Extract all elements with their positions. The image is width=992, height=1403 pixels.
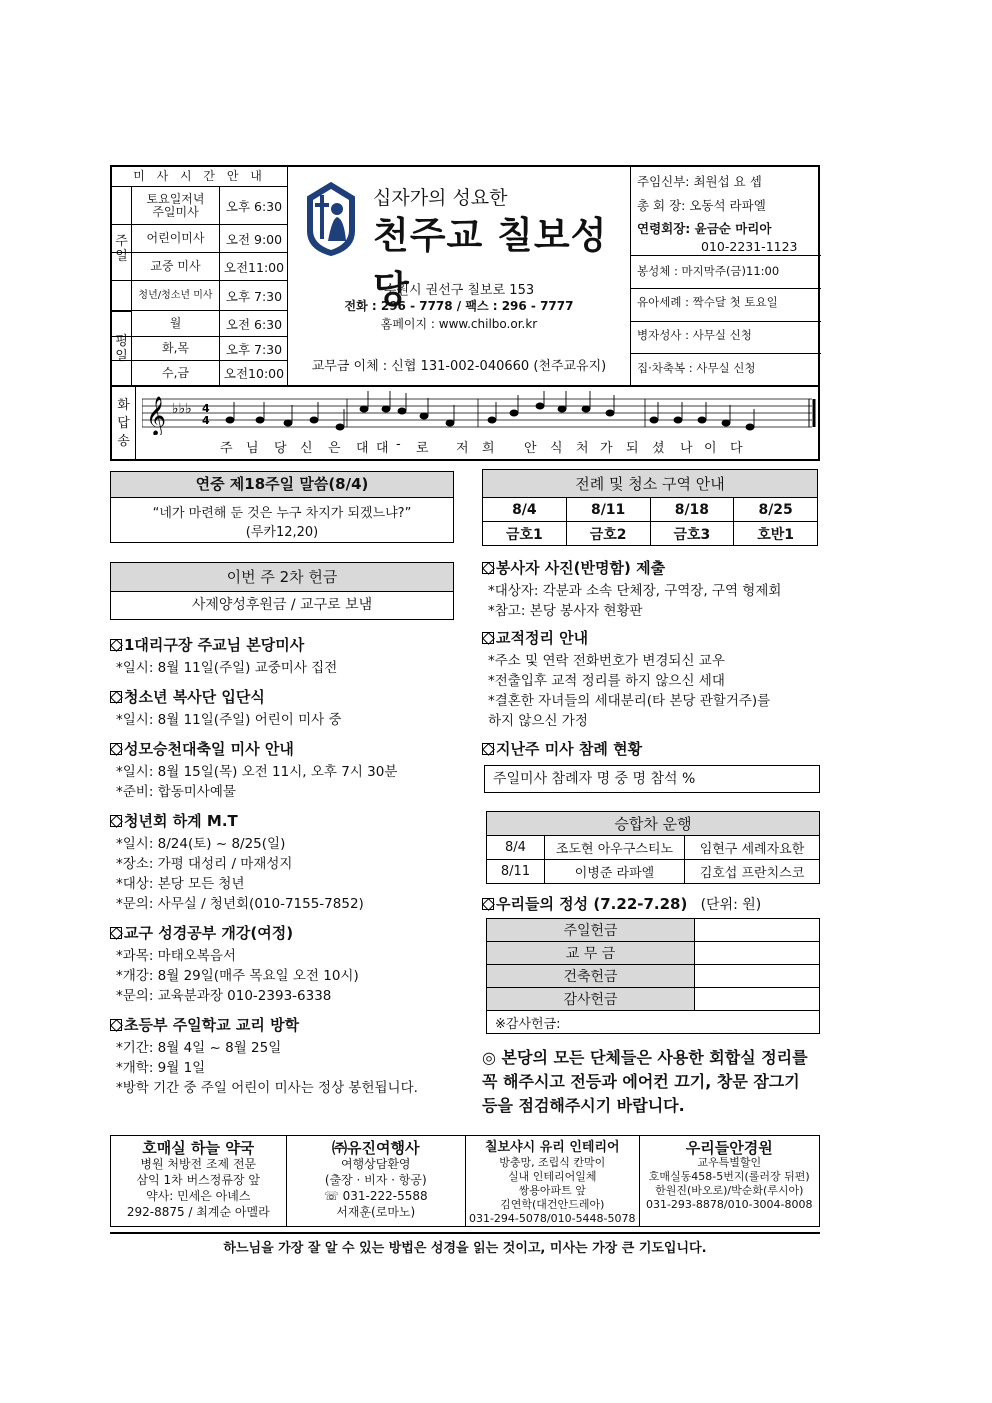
president: 총 회 장: 오동석 라파엘 bbox=[637, 198, 766, 213]
lyric-syllable: 님 bbox=[246, 441, 259, 456]
shuttle-van-title: 승합차 운행 bbox=[487, 812, 820, 836]
attendance-box: 주일미사 참례자 명 중 명 참석 % bbox=[484, 765, 820, 793]
offering-label: 주일헌금 bbox=[487, 919, 695, 942]
note-mark bbox=[256, 417, 264, 423]
svg-text:4: 4 bbox=[202, 402, 210, 415]
announcement-line: *일시: 8월 15일(목) 오전 11시, 오후 7시 30분 bbox=[116, 764, 398, 780]
sponsor-line: 한원진(바오로)/박순화(루시아) bbox=[655, 1184, 804, 1197]
announcement-line: *일시: 8월 11일(주일) 교중미사 집전 bbox=[116, 660, 338, 676]
note-mark bbox=[420, 413, 428, 419]
note-mark bbox=[698, 417, 706, 423]
sunday-word-quote: “네가 마련해 둔 것은 누구 차지가 되겠느냐?” bbox=[152, 506, 412, 521]
lyric-syllable: 가 bbox=[600, 441, 613, 456]
mass-row: 토요일저녁 주일미사 오후 6:30 bbox=[112, 187, 288, 225]
divider bbox=[631, 255, 821, 256]
lyric-syllable: 당 bbox=[274, 441, 287, 456]
announcement-title: 교적정리 안내 bbox=[482, 627, 588, 648]
checkbox-icon bbox=[482, 632, 494, 644]
lyric-syllable: 대 bbox=[376, 441, 389, 456]
announcement-line: 하지 않으신 가정 bbox=[488, 713, 588, 729]
checkbox-icon bbox=[482, 562, 494, 574]
announcement-title: 초등부 주일학교 교리 방학 bbox=[110, 1014, 299, 1035]
lyric-syllable: 로 bbox=[416, 441, 429, 456]
announcement-line: *문의: 사무실 / 청년회(010-7155-7852) bbox=[116, 896, 364, 912]
church-address: 수원시 권선구 칠보로 153 bbox=[383, 283, 535, 298]
sponsor-ad bbox=[111, 1136, 287, 1226]
offering-amount bbox=[695, 942, 820, 965]
note-mark bbox=[360, 406, 368, 412]
note-mark bbox=[336, 424, 344, 430]
infant-baptism: 유아세례 : 짝수달 첫 토요일 bbox=[637, 295, 778, 309]
svg-text:♭♭♭: ♭♭♭ bbox=[172, 401, 192, 417]
bulletin-header bbox=[110, 165, 820, 461]
announcement-line: *대상: 본당 모든 청년 bbox=[116, 876, 245, 892]
sponsor-line: 031-293-8878/010-3004-8008 bbox=[645, 1198, 813, 1211]
weekday-label: 평 일 bbox=[112, 311, 132, 385]
liturgy-date: 8/25 bbox=[734, 498, 818, 522]
lyric-syllable: 다 bbox=[730, 441, 743, 456]
note-mark bbox=[510, 410, 518, 416]
divider bbox=[631, 288, 821, 289]
announcement-title: 청소년 복사단 입단식 bbox=[110, 686, 265, 707]
lyric-syllable: 저 bbox=[456, 441, 469, 456]
note-mark bbox=[226, 417, 234, 423]
lyric-syllable: 안 bbox=[524, 441, 537, 456]
sponsor-line: 약사: 민세은 아녜스 bbox=[146, 1189, 251, 1203]
checkbox-icon bbox=[110, 743, 122, 755]
mass-row: 청년/청소년 미사 오후 7:30 bbox=[112, 281, 288, 311]
mass-row: 화,목 오후 7:30 bbox=[112, 337, 288, 361]
mass-row: 월 오전 6:30 bbox=[112, 311, 288, 337]
church-subtitle: 십자가의 성요한 bbox=[373, 187, 508, 209]
liturgy-group: 금호2 bbox=[566, 522, 650, 546]
offering-amount bbox=[695, 965, 820, 988]
announcement-line: *방학 기간 중 주일 어린이 미사는 정상 봉헌됩니다. bbox=[116, 1080, 418, 1096]
checkbox-icon bbox=[482, 743, 494, 755]
sponsor-ad bbox=[640, 1136, 819, 1226]
lyric-syllable: 신 bbox=[300, 441, 313, 456]
offering-title: 우리들의 정성 (7.22-7.28) (단위: 원) bbox=[482, 893, 761, 914]
funeral-union-phone: 010-2231-1123 bbox=[701, 239, 798, 254]
announcement-line: *개강: 8월 29일(매주 목요일 오전 10시) bbox=[116, 968, 359, 984]
announcement-title: 성모승천대축일 미사 안내 bbox=[110, 738, 294, 759]
note-mark bbox=[722, 420, 730, 426]
liturgy-date: 8/4 bbox=[483, 498, 567, 522]
lyric-syllable: 희 bbox=[482, 441, 495, 456]
lyric-syllable: 나 bbox=[680, 441, 693, 456]
bank-transfer-info: 교무금 이체 : 신협 131-002-040660 (천주교유지) bbox=[311, 359, 607, 374]
announcement-line: *개학: 9월 1일 bbox=[116, 1060, 206, 1076]
sponsor-ad bbox=[466, 1136, 640, 1226]
sunday-word-box bbox=[110, 471, 454, 543]
checkbox-icon bbox=[110, 815, 122, 827]
sponsor-line: ☏ 031-222-5588 bbox=[323, 1189, 428, 1203]
mass-row: 교중 미사 오전11:00 bbox=[112, 253, 288, 281]
sponsor-line: 031-294-5078/010-5448-5078 bbox=[468, 1212, 636, 1225]
sponsor-line: 292-8875 / 최계순 아멜라 bbox=[126, 1205, 270, 1219]
sponsor-name: 우리들안경원 bbox=[685, 1139, 773, 1157]
announcement-line: *결혼한 자녀들의 세대분리(타 본당 관할거주)를 bbox=[488, 693, 771, 709]
mass-schedule-title: 미 사 시 간 안 내 bbox=[112, 167, 287, 187]
church-emblem-icon bbox=[302, 179, 360, 257]
lyric-syllable: 되 bbox=[626, 441, 639, 456]
checkbox-icon bbox=[110, 927, 122, 939]
announcement-line: *일시: 8월 11일(주일) 어린이 미사 중 bbox=[116, 712, 342, 728]
announcement-line: *전출입후 교적 정리를 하지 않으신 세대 bbox=[488, 673, 725, 689]
lyric-syllable: 주 bbox=[220, 441, 233, 456]
announcement-line: *장소: 가평 대성리 / 마재성지 bbox=[116, 856, 293, 872]
checkbox-icon bbox=[110, 1019, 122, 1031]
note-mark bbox=[382, 406, 390, 412]
announcement-title: 청년회 하계 M.T bbox=[110, 810, 238, 831]
announcement-line: *일시: 8/24(토) ~ 8/25(일) bbox=[116, 836, 286, 852]
house-blessing: 집·차축복 : 사무실 신청 bbox=[637, 361, 756, 375]
funeral-union-head: 연령회장: 윤금순 마리아 bbox=[637, 221, 772, 236]
sponsor-line: 병원 처방전 조제 전문 bbox=[140, 1157, 257, 1171]
sponsor-ad bbox=[287, 1136, 467, 1226]
shuttle-van-box: 승합차 운행 8/4 조도현 아우구스티노 임현구 세례자요한 8/11 이병준 라파엘 김호섭 프란치스코 bbox=[486, 811, 820, 884]
offering-label: 교 무 금 bbox=[487, 942, 695, 965]
communion-visit: 봉성체 : 마지막주(금)11:00 bbox=[637, 264, 780, 278]
sunday-label: 주 일 bbox=[112, 187, 132, 311]
sponsor-line: 삼익 1차 버스정류장 앞 bbox=[136, 1173, 260, 1187]
church-phone: 전화 : 296 - 7778 / 팩스 : 296 - 7777 bbox=[344, 299, 574, 313]
sunday-word-ref: (루카12,20) bbox=[245, 525, 319, 540]
note-mark bbox=[310, 417, 318, 423]
sponsor-name: 칠보샤시 유리 인테리어 bbox=[484, 1140, 620, 1155]
svg-text:4: 4 bbox=[202, 414, 210, 427]
announcement-title: 1대리구장 주교님 본당미사 bbox=[110, 634, 304, 655]
offering-label: 건축헌금 bbox=[487, 965, 695, 988]
checkbox-icon bbox=[110, 639, 122, 651]
second-collection-body: 사제양성후원금 / 교구로 보냄 bbox=[191, 597, 373, 613]
note-mark bbox=[674, 417, 682, 423]
music-staff-icon bbox=[142, 391, 818, 435]
psalm-label: 화 답 송 bbox=[112, 387, 136, 461]
sponsor-line: 쌍용아파트 앞 bbox=[518, 1184, 586, 1197]
svg-text:𝄞: 𝄞 bbox=[146, 396, 167, 435]
offering-table bbox=[486, 918, 820, 1034]
announcement-line: *기간: 8월 4일 ~ 8월 25일 bbox=[116, 1040, 282, 1056]
divider bbox=[631, 321, 821, 322]
announcement-title: 봉사자 사진(반명함) 제출 bbox=[482, 557, 665, 578]
divider bbox=[110, 1232, 820, 1234]
note-mark bbox=[446, 420, 454, 426]
liturgy-group: 금호3 bbox=[650, 522, 734, 546]
room-notice: ◎ 본당의 모든 단체들은 사용한 회합실 정리를 꼭 해주시고 전등과 에어컨 끄기, 창문 잠그기 등을 점검해주시기 바랍니다. bbox=[482, 1048, 808, 1115]
sponsor-line: 여행상담환영 bbox=[340, 1157, 411, 1171]
announcement-line: *준비: 합동미사예물 bbox=[116, 784, 236, 800]
church-info bbox=[288, 167, 630, 385]
announcement-line: *과목: 마태오복음서 bbox=[116, 948, 236, 964]
announcement-title: 교구 성경공부 개강(여정) bbox=[110, 922, 293, 943]
lyric-syllable: 식 bbox=[550, 441, 563, 456]
note-mark bbox=[488, 417, 496, 423]
footer-motto: 하느님을 가장 잘 알 수 있는 방법은 성경을 읽는 것이고, 미사는 가장 큰 기도입니다. bbox=[223, 1241, 707, 1256]
sponsor-line: 서재훈(로마노) bbox=[336, 1205, 416, 1219]
attendance-title: 지난주 미사 참례 현황 bbox=[482, 738, 642, 759]
anointing-sick: 병자성사 : 사무실 신청 bbox=[637, 328, 752, 342]
mass-row: 수,금 오전10:00 bbox=[112, 361, 288, 385]
second-collection-box bbox=[110, 562, 454, 620]
staff-info bbox=[630, 167, 820, 385]
church-name: 천주교 칠보성당 bbox=[373, 214, 608, 311]
mass-schedule bbox=[112, 167, 288, 385]
lyric-syllable: 이 bbox=[704, 441, 717, 456]
note-mark bbox=[582, 406, 590, 412]
announcement-line: *문의: 교육분과장 010-2393-6338 bbox=[116, 988, 332, 1004]
offering-amount bbox=[695, 919, 820, 942]
liturgy-group: 금호1 bbox=[483, 522, 567, 546]
liturgy-cleaning-box bbox=[482, 469, 818, 546]
lyric-syllable: 은 bbox=[328, 441, 341, 456]
liturgy-date: 8/18 bbox=[650, 498, 734, 522]
divider bbox=[631, 353, 821, 354]
lyric-syllable: - bbox=[396, 437, 401, 452]
sponsor-line: 실내 인테리어일체 bbox=[508, 1170, 597, 1183]
lyric-syllable: 처 bbox=[576, 441, 589, 456]
sponsor-name: ㈜유진여행사 bbox=[332, 1139, 420, 1157]
liturgy-group: 호반1 bbox=[734, 522, 818, 546]
note-mark bbox=[650, 417, 658, 423]
checkbox-icon bbox=[110, 691, 122, 703]
sponsor-name: 호매실 하늘 약국 bbox=[142, 1139, 255, 1157]
church-homepage: 홈페이지 : www.chilbo.or.kr bbox=[380, 317, 538, 331]
note-mark bbox=[536, 403, 544, 409]
offering-note: ※감사헌금: bbox=[487, 1011, 820, 1034]
note-mark bbox=[558, 406, 566, 412]
sponsor-line: (출장 · 비자 · 항공) bbox=[324, 1173, 427, 1187]
sponsor-line: 방충망, 조립식 칸막이 bbox=[499, 1156, 606, 1169]
sponsor-line: 호매실동458-5번지(롤러장 뒤편) bbox=[648, 1170, 810, 1183]
announcement-line: *대상자: 각분과 소속 단체장, 구역장, 구역 형제회 bbox=[488, 583, 782, 599]
announcement-line: *주소 및 연락 전화번호가 변경되신 교우 bbox=[488, 653, 725, 669]
note-mark bbox=[606, 410, 614, 416]
offering-label: 감사헌금 bbox=[487, 988, 695, 1011]
announcement-line: *참고: 본당 봉사자 현황판 bbox=[488, 603, 643, 619]
lyric-syllable: 셨 bbox=[652, 441, 665, 456]
note-mark bbox=[746, 424, 754, 430]
mass-row: 어린이미사 오전 9:00 bbox=[112, 225, 288, 253]
liturgy-date: 8/11 bbox=[566, 498, 650, 522]
checkbox-icon bbox=[482, 898, 494, 910]
note-mark bbox=[284, 420, 292, 426]
sponsor-ads bbox=[110, 1135, 820, 1227]
responsorial-psalm bbox=[112, 385, 818, 459]
lyric-syllable: 대 bbox=[356, 441, 369, 456]
sponsor-line: 김연학(대건안드레아) bbox=[500, 1198, 605, 1211]
second-collection-title: 이번 주 2차 헌금 bbox=[111, 563, 453, 592]
pastor: 주임신부: 최원섭 요 셉 bbox=[637, 174, 762, 189]
sponsor-line: 교우특별할인 bbox=[697, 1156, 762, 1169]
note-mark bbox=[398, 408, 406, 414]
liturgy-title: 전례 및 청소 구역 안내 bbox=[483, 470, 818, 498]
sunday-word-title: 연중 제18주일 말씀(8/4) bbox=[111, 472, 453, 498]
offering-amount bbox=[695, 988, 820, 1011]
